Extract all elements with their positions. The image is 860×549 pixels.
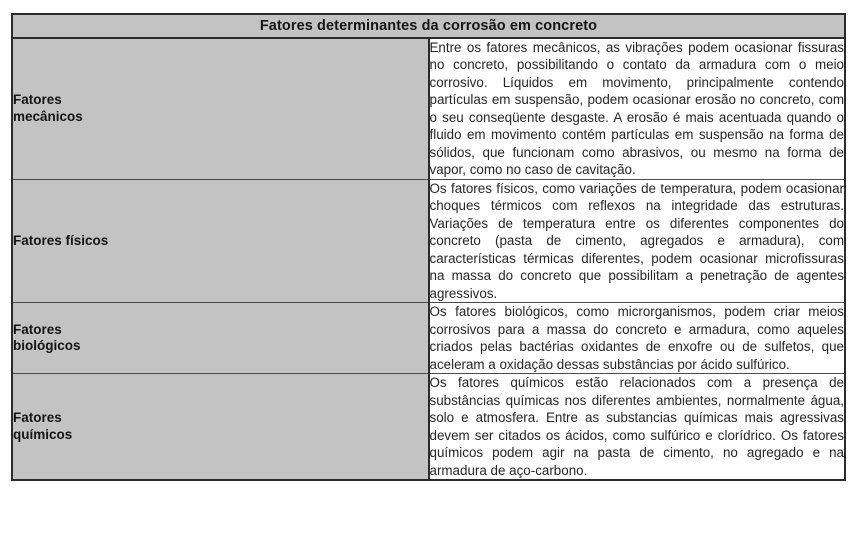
row-text-fisicos: Os fatores físicos, como variações de temperatura, podem ocasionar choques térmicos com reflexos na integridade das estruturas. Variações de temperatura entre os diferentes componentes do concreto (pasta de cimento, agregados e armadura), com características térmicas diferentes, podem ocasionar microfissuras na massa do concreto que possibilitam a penetração de agentes agressivos. <box>429 180 844 301</box>
row-label-fisicos: Fatores físicos <box>12 179 429 302</box>
table-title: Fatores determinantes da corrosão em concreto <box>12 14 845 38</box>
row-label-biologicos: Fatores biológicos <box>12 303 429 374</box>
factors-table <box>11 13 846 481</box>
row-text-biologicos: Os fatores biológicos, como microrganismos, podem criar meios corrosivos para a massa do concreto e armadura, como aqueles criados pelas bactérias oxidantes de enxofre ou de sulfetos, que aceleram a oxidação dessas substâncias por ácido sulfúrico. <box>429 304 844 372</box>
table-row <box>12 38 845 179</box>
row-label-mecanicos: Fatores mecânicos <box>12 38 429 179</box>
factors-table-container <box>11 13 846 481</box>
table-row <box>12 374 845 480</box>
row-label-quimicos: Fatores químicos <box>12 374 429 480</box>
table-row <box>12 179 845 302</box>
row-text-quimicos: Os fatores químicos estão relacionados com a presença de substâncias químicas nos diferentes ambientes, normalmente água, solo e atmosfera. Entre as substancias químicas mais agressivas devem ser citados os ácidos, como sulfúrico e clorídrico. Os fatores químicos podem agir na pasta de cimento, no agregado e na armadura de aço-carbono. <box>429 374 846 480</box>
table-row <box>12 303 845 374</box>
table-header-row <box>12 14 845 38</box>
row-text-mecanicos: Entre os fatores mecânicos, as vibrações podem ocasionar fissuras no concreto, possibilitando o contato da armadura com o meio corrosivo. Líquidos em movimento, principalmente contendo partículas em suspensão, podem ocasionar erosão no concreto, com o seu conseqüente desgaste. A erosão é mais acentuada quando o fluido em movimento contém partículas em suspensão na forma de sólidos, que funcionam como abrasivos, ou mesmo na forma de vapor, como no caso de cavitação. <box>429 40 844 178</box>
